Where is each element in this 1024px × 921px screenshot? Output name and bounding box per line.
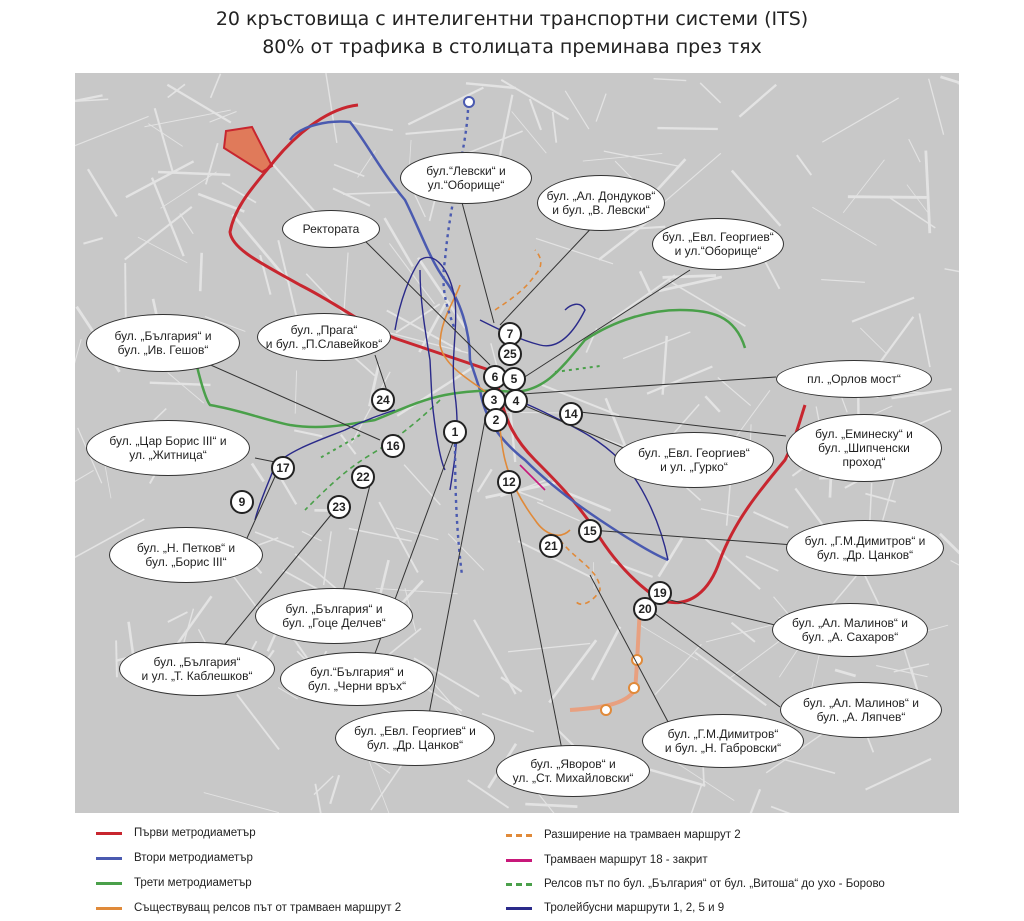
- callout-georgiev-oborishte[interactable]: [652, 218, 784, 270]
- legend-swatch: [96, 882, 122, 885]
- street: [567, 493, 611, 511]
- street: [746, 556, 778, 571]
- street: [347, 122, 392, 130]
- street: [951, 561, 959, 592]
- street: [448, 534, 484, 571]
- street: [406, 129, 465, 134]
- street: [732, 171, 781, 226]
- callout-malinov-lyapchev[interactable]: [780, 682, 942, 738]
- callout-line: бул. „Еминеску“ и: [815, 427, 913, 441]
- callout-line: и бул. „В. Левски“: [552, 203, 650, 217]
- street: [718, 377, 751, 405]
- callout-line: бул. „Ал. Дондуков“: [546, 189, 656, 203]
- street: [596, 94, 606, 122]
- street: [138, 237, 187, 263]
- callout-bulgaria-cherni-vrah[interactable]: [280, 652, 434, 706]
- callout-bulgaria-delchev[interactable]: [255, 588, 413, 644]
- legend-item-rail: [506, 878, 885, 890]
- street: [537, 502, 579, 521]
- callout-line: бул. „Ив. Гешов“: [117, 343, 209, 357]
- street: [706, 539, 761, 589]
- street: [330, 775, 339, 804]
- street: [83, 238, 102, 244]
- callout-dondukov-levski[interactable]: [537, 175, 665, 231]
- street: [499, 95, 513, 163]
- street: [466, 131, 523, 154]
- callout-line: бул. „България“ и: [285, 602, 383, 616]
- callout-line: бул. „Евл. Георгиев“: [638, 446, 750, 460]
- street: [592, 627, 620, 680]
- street: [255, 532, 294, 547]
- street: [334, 164, 364, 176]
- legend-swatch: [506, 834, 532, 837]
- marker-1[interactable]: 1: [443, 420, 467, 444]
- street: [909, 139, 920, 162]
- callout-rektorata[interactable]: [282, 210, 380, 248]
- callout-line: пл. „Орлов мост“: [807, 372, 901, 386]
- callout-line: и ул. „Т. Каблешков“: [141, 669, 253, 683]
- callout-levski-oborishte[interactable]: [400, 152, 532, 204]
- street: [512, 112, 547, 154]
- street: [822, 98, 898, 142]
- street: [344, 253, 348, 313]
- callout-line: бул. „България“ и: [114, 329, 212, 343]
- marker-16[interactable]: 16: [381, 434, 405, 458]
- callout-line: бул.“Левски“ и: [426, 164, 506, 178]
- legend-item-tram2: [96, 902, 401, 914]
- street: [695, 652, 766, 705]
- street: [536, 238, 613, 263]
- map-subtitle: 80% от трафика в столицата преминава през тях: [262, 36, 762, 58]
- legend-label: Тролейбусни маршрути 1, 2, 5 и 9: [544, 902, 725, 914]
- street: [150, 383, 211, 385]
- marker-7[interactable]: 7: [498, 322, 522, 346]
- street: [302, 531, 322, 540]
- street: [168, 373, 204, 404]
- street: [396, 528, 439, 540]
- street: [379, 502, 418, 572]
- street: [404, 465, 440, 505]
- callout-line: бул. „Др. Цанков“: [366, 738, 464, 752]
- street: [126, 161, 194, 197]
- street: [425, 687, 462, 710]
- street: [161, 172, 217, 208]
- street: [252, 463, 264, 481]
- street: [349, 528, 412, 541]
- marker-4[interactable]: 4: [504, 389, 528, 413]
- street: [687, 785, 702, 813]
- street: [408, 88, 483, 125]
- legend-label: Разширение на трамваен маршрут 2: [544, 829, 741, 841]
- street: [200, 253, 201, 291]
- street: [659, 538, 683, 577]
- street: [797, 155, 811, 175]
- street: [664, 153, 720, 202]
- callout-bulgaria-kableshkov[interactable]: [119, 642, 275, 696]
- callout-line: бул. „Ал. Малинов“ и: [792, 616, 908, 630]
- street: [705, 396, 720, 412]
- street: [385, 218, 413, 266]
- street: [739, 85, 776, 117]
- street: [700, 83, 720, 103]
- callout-line: бул. „Прага“: [290, 323, 358, 337]
- street: [278, 240, 297, 319]
- callout-yavorov-mihaylovski[interactable]: [496, 745, 650, 797]
- map-title: 20 кръстовища с интелигентни транспортни системи (ITS): [215, 8, 809, 30]
- legend-swatch: [506, 907, 532, 910]
- street: [168, 612, 188, 622]
- legend-item-trolleybus: [506, 902, 724, 914]
- marker-19[interactable]: 19: [648, 581, 672, 605]
- callout-eminesku-shipchenski[interactable]: [786, 414, 942, 482]
- marker-24[interactable]: 24: [371, 388, 395, 412]
- street: [418, 258, 465, 328]
- marker-23[interactable]: 23: [327, 495, 351, 519]
- legend-item-tram18: [506, 854, 708, 866]
- street: [919, 313, 930, 367]
- street: [501, 677, 522, 691]
- callout-line: бул. „Ал. Малинов“ и: [803, 696, 919, 710]
- street: [657, 128, 717, 129]
- street: [295, 371, 296, 414]
- callout-line: проход“: [842, 455, 886, 469]
- street: [333, 188, 370, 205]
- callout-line: бул. „Гоце Делчев“: [282, 616, 386, 630]
- legend-swatch: [506, 859, 532, 862]
- legend-label: Трети метродиаметър: [134, 877, 252, 889]
- street: [866, 759, 931, 790]
- callout-line: бул. „Н. Петков“ и: [136, 541, 236, 555]
- callout-line: и бул. „П.Славейков“: [265, 337, 383, 351]
- street: [397, 368, 472, 416]
- callout-line: ул. „Житница“: [129, 448, 207, 462]
- marker-20[interactable]: 20: [633, 597, 657, 621]
- street: [878, 317, 913, 365]
- street: [729, 638, 784, 679]
- street: [326, 73, 337, 143]
- legend-label: Релсов път по бул. „България“ от бул. „Витоша“ до ухо - Борово: [544, 878, 885, 890]
- street: [876, 666, 927, 677]
- marker-5[interactable]: 5: [502, 367, 526, 391]
- street: [294, 430, 322, 436]
- street: [419, 303, 445, 352]
- street: [75, 470, 94, 510]
- legend-swatch: [506, 883, 532, 886]
- legend-swatch: [96, 832, 122, 835]
- street: [655, 644, 701, 694]
- street: [324, 531, 332, 585]
- callout-line: бул. „Г.М.Димитров“: [667, 727, 779, 741]
- street: [669, 281, 746, 326]
- street: [926, 151, 930, 234]
- street: [821, 280, 865, 283]
- marker-25[interactable]: 25: [498, 342, 522, 366]
- callout-line: Ректората: [302, 222, 360, 236]
- street: [530, 99, 541, 130]
- street: [732, 623, 755, 642]
- street: [860, 328, 886, 354]
- marker-17[interactable]: 17: [271, 456, 295, 480]
- street: [341, 435, 356, 455]
- marker-2[interactable]: 2: [484, 408, 508, 432]
- street: [611, 562, 653, 577]
- callout-tsar-boris-zhitnitsa[interactable]: [86, 420, 250, 476]
- street: [640, 271, 651, 294]
- street: [478, 469, 492, 492]
- street: [125, 263, 126, 320]
- street: [343, 192, 397, 194]
- street: [508, 644, 590, 652]
- callout-praga-slaveykov[interactable]: [257, 313, 391, 361]
- callout-dimitrov-gabrovski[interactable]: [642, 714, 804, 768]
- legend-label: Съществуващ релсов път от трамваен маршрут 2: [134, 902, 402, 914]
- marker-9[interactable]: 9: [230, 490, 254, 514]
- marker-6[interactable]: 6: [483, 365, 507, 389]
- marker-21[interactable]: 21: [539, 534, 563, 558]
- street: [565, 91, 589, 129]
- callout-malinov-saharov[interactable]: [772, 603, 928, 657]
- callout-line: бул.“България“ и: [310, 665, 404, 679]
- legend-label: Първи метродиаметър: [134, 827, 256, 839]
- callout-line: бул. „Др. Цанков“: [816, 548, 914, 562]
- marker-3[interactable]: 3: [482, 388, 506, 412]
- callout-line: ул.“Оборище“: [427, 178, 505, 192]
- street: [358, 151, 376, 178]
- legend-item-line2: [96, 852, 253, 864]
- street: [701, 509, 739, 517]
- callout-line: бул. „Шипченски: [818, 441, 910, 455]
- callout-line: бул. „Г.М.Димитров“ и: [804, 534, 926, 548]
- callout-line: и ул.“Оборище“: [674, 244, 762, 258]
- legend-item-line3: [96, 877, 252, 889]
- street: [75, 339, 81, 388]
- callout-georgiev-tsankov[interactable]: [335, 710, 495, 766]
- legend-swatch: [96, 857, 122, 860]
- street: [593, 562, 594, 589]
- street: [644, 768, 705, 786]
- legend-item-line1: [96, 827, 256, 839]
- street: [198, 194, 244, 212]
- callout-line: бул. „Борис III“: [145, 555, 227, 569]
- street: [929, 79, 944, 135]
- callout-line: и бул. „Н. Габровски“: [664, 741, 782, 755]
- legend-swatch: [96, 907, 122, 910]
- street: [843, 160, 884, 213]
- street: [940, 77, 959, 96]
- street: [654, 79, 687, 81]
- street: [237, 694, 279, 749]
- street: [206, 143, 218, 184]
- legend-label: Втори метродиаметър: [134, 852, 253, 864]
- callout-georgiev-gurko[interactable]: [614, 432, 774, 488]
- callout-bulgaria-geshov[interactable]: [86, 314, 240, 372]
- street: [549, 640, 596, 702]
- marker-15[interactable]: 15: [578, 519, 602, 543]
- street: [281, 478, 297, 504]
- callout-line: бул. „Черни връх“: [307, 679, 407, 693]
- street: [865, 494, 895, 502]
- street: [553, 112, 557, 143]
- callout-line: и ул. „Гурко“: [660, 460, 728, 474]
- callout-line: бул. „А. Сахаров“: [801, 630, 899, 644]
- street: [672, 404, 699, 435]
- street: [222, 183, 256, 203]
- street: [623, 332, 690, 359]
- street: [180, 214, 193, 234]
- street: [211, 74, 221, 98]
- street: [604, 151, 680, 166]
- street: [771, 807, 820, 813]
- street: [852, 298, 914, 322]
- street: [525, 804, 577, 807]
- street: [75, 116, 149, 148]
- marker-12[interactable]: 12: [497, 470, 521, 494]
- callout-line: бул. „Евл. Георгиев“ и: [354, 724, 476, 738]
- street: [116, 640, 117, 677]
- street: [812, 207, 876, 245]
- street: [753, 512, 788, 528]
- callout-line: ул. „Ст. Михайловски“: [512, 771, 634, 785]
- street: [204, 793, 279, 813]
- callout-line: бул. „България“: [153, 655, 241, 669]
- callout-orlov-most[interactable]: [776, 360, 932, 398]
- street: [167, 85, 231, 123]
- street: [647, 366, 712, 393]
- callout-line: бул. „Яворов“ и: [530, 757, 616, 771]
- street: [741, 789, 760, 813]
- street: [88, 169, 117, 216]
- callout-line: бул. „А. Ляпчев“: [816, 710, 906, 724]
- street: [260, 255, 270, 294]
- street: [945, 269, 959, 283]
- street: [638, 624, 698, 660]
- street: [848, 197, 927, 198]
- street: [155, 108, 173, 173]
- callout-line: бул. „Цар Борис III“ и: [109, 434, 227, 448]
- street: [468, 780, 509, 808]
- marker-14[interactable]: 14: [559, 402, 583, 426]
- legend-label: Трамваен маршрут 18 - закрит: [544, 854, 708, 866]
- callout-line: бул. „Евл. Георгиев“: [662, 230, 774, 244]
- callout-dimitrov-tsankov[interactable]: [786, 520, 944, 576]
- legend-item-tram2-ext: [506, 829, 741, 841]
- street: [586, 328, 597, 352]
- street: [835, 670, 856, 676]
- marker-22[interactable]: 22: [351, 465, 375, 489]
- callout-petkov-boris[interactable]: [109, 527, 263, 583]
